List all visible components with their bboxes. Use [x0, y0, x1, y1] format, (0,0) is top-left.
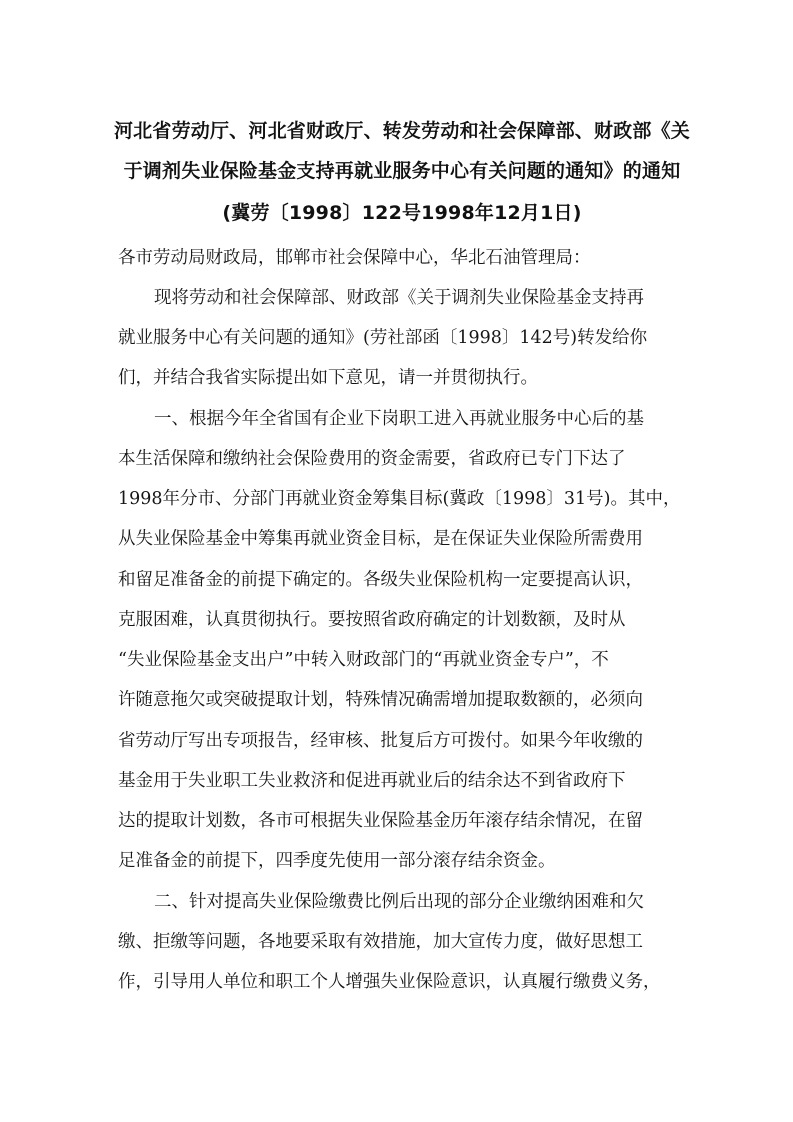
paragraph-line: 就业服务中心有关问题的通知》(劳社部函〔1998〕142号)转发给你	[118, 328, 648, 348]
document-title-line-1: 河北省劳动厅、河北省财政厅、转发劳动和社会保障部、财政部《关	[113, 120, 690, 142]
paragraph-line: 足准备金的前提下，四季度先使用一部分滚存结余资金。	[118, 851, 556, 871]
paragraph-line: 现将劳动和社会保障部、财政部《关于调剂失业保险基金支持再	[154, 288, 644, 308]
paragraph-line: 一、根据今年全省国有企业下岗职工进入再就业服务中心后的基	[154, 409, 644, 429]
paragraph-line: 达的提取计划数，各市可根据失业保险基金历年滚存结余情况，在留	[118, 811, 643, 831]
document-title-line-3: (冀劳〔1998〕122号1998年12月1日)	[222, 202, 582, 224]
paragraph-line: 二、针对提高失业保险缴费比例后出现的部分企业缴纳困难和欠	[154, 892, 644, 912]
paragraph-line: 省劳动厅写出专项报告，经审核、批复后方可拨付。如果今年收缴的	[118, 731, 643, 751]
paragraph-line: 从失业保险基金中筹集再就业资金目标，是在保证失业保险所需费用	[118, 529, 643, 549]
document-title-line-2: 于调剂失业保险基金支持再就业服务中心有关问题的通知》的通知	[123, 160, 681, 182]
salutation: 各市劳动局财政局，邯郸市社会保障中心，华北石油管理局：	[118, 248, 591, 268]
paragraph-line: 作，引导用人单位和职工个人增强失业保险意识，认真履行缴费义务，	[118, 972, 661, 992]
paragraph-line: 们，并结合我省实际提出如下意见，请一并贯彻执行。	[118, 368, 538, 388]
paragraph-line: 和留足准备金的前提下确定的。各级失业保险机构一定要提高认识，	[118, 570, 643, 590]
paragraph-line: 许随意拖欠或突破提取计划，特殊情况确需增加提取数额的，必须向	[118, 690, 643, 710]
paragraph-line: 克服困难，认真贯彻执行。要按照省政府确定的计划数额，及时从	[118, 610, 626, 630]
paragraph-line: 本生活保障和缴纳社会保险费用的资金需要，省政府已专门下达了	[118, 449, 626, 469]
paragraph-line: 基金用于失业职工失业救济和促进再就业后的结余达不到省政府下	[118, 771, 626, 791]
paragraph-line: 1998年分市、分部门再就业资金筹集目标(冀政〔1998〕31号)。其中，	[118, 489, 681, 509]
paragraph-line: 缴、拒缴等问题，各地要采取有效措施，加大宣传力度，做好思想工	[118, 932, 643, 952]
paragraph-line: “失业保险基金支出户”中转入财政部门的“再就业资金专户”，不	[118, 650, 609, 670]
